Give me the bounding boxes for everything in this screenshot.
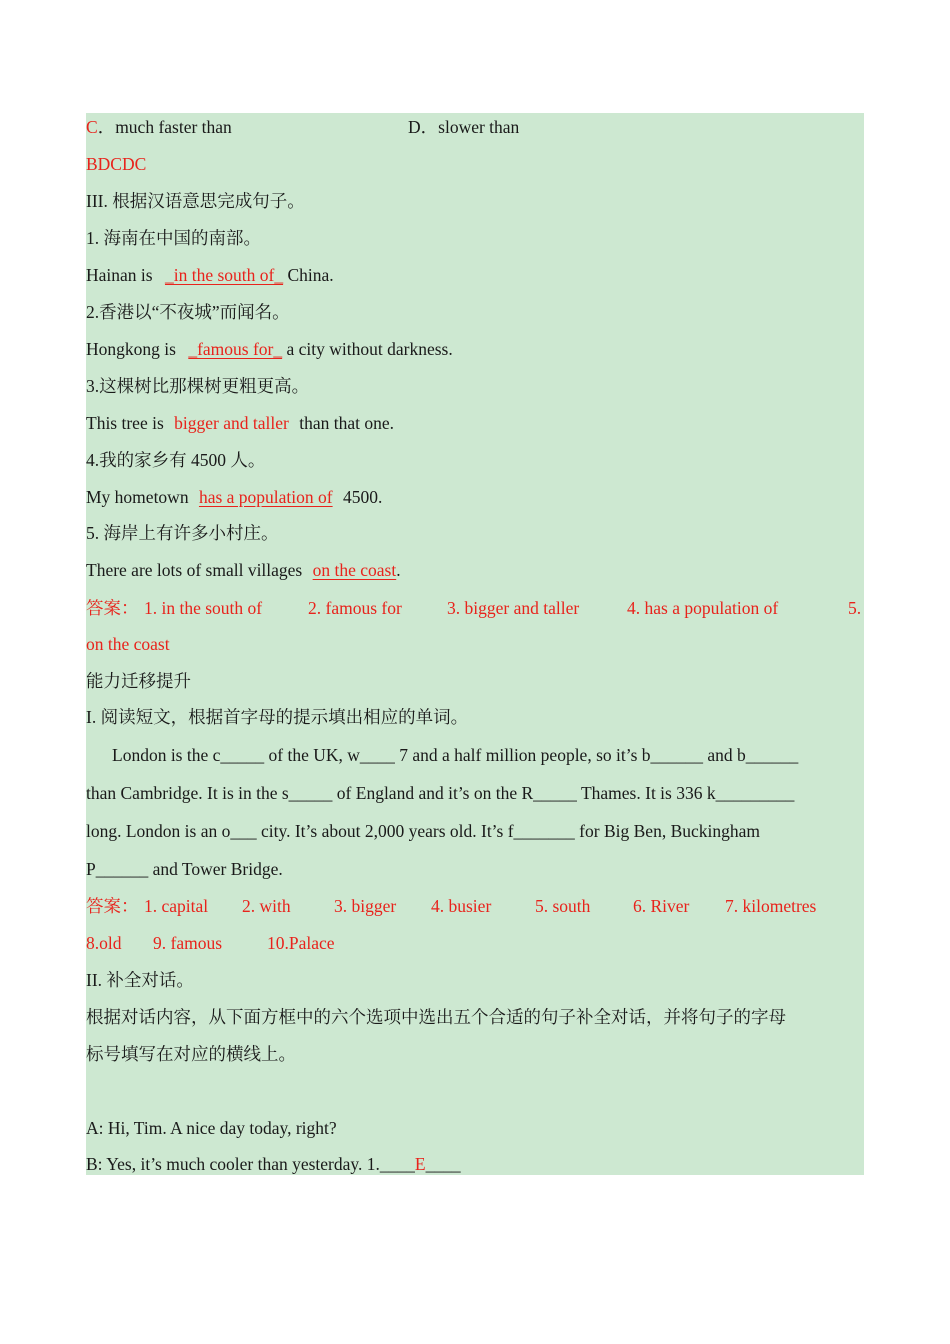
dialog-b-text: B: Yes, it’s much cooler than yesterday. 1.____ bbox=[86, 1154, 415, 1174]
answer-item-5: 5. bbox=[848, 598, 862, 618]
section-iii-title: III. 根据汉语意思完成句子。 bbox=[86, 191, 305, 211]
section-ii-title: II. 补全对话。 bbox=[86, 970, 194, 990]
answer-item-4: 4. has a population of bbox=[627, 598, 779, 618]
item-2-suffix: a city without darkness. bbox=[282, 339, 453, 359]
answer-word-10: 10.Palace bbox=[267, 933, 335, 953]
option-c-text: much faster than bbox=[115, 117, 232, 137]
dialog-b-tail: ____ bbox=[425, 1154, 461, 1174]
item-5-english bbox=[86, 558, 864, 582]
passage-line-2: than Cambridge. It is in the s_____ of England and it’s on the R_____ Thames. It is 336 k_________ bbox=[86, 783, 795, 803]
answer-word-3: 3. bigger bbox=[334, 896, 397, 916]
answer-word-8: 8.old bbox=[86, 933, 122, 953]
item-2-prefix: Hongkong is bbox=[86, 339, 181, 359]
section-i-title: I. 阅读短文，根据首字母的提示填出相应的单词。 bbox=[86, 707, 469, 727]
section-iii-answer-tail: on the coast bbox=[86, 634, 170, 654]
mc-answer-key: BDCDC bbox=[86, 154, 147, 174]
answer-word-9: 9. famous bbox=[153, 933, 223, 953]
answer-word-7: 7. kilometres bbox=[725, 896, 817, 916]
answer-label: 答案： bbox=[86, 896, 139, 916]
item-2-answer: _famous for_ bbox=[188, 339, 283, 359]
item-5-answer: on the coast bbox=[312, 560, 397, 580]
item-1-chinese: 1. 海南在中国的南部。 bbox=[86, 228, 261, 248]
option-d-letter: D bbox=[408, 117, 421, 137]
item-2-chinese: 2.香港以“不夜城”而闻名。 bbox=[86, 302, 290, 322]
item-4-prefix: My hometown bbox=[86, 487, 193, 507]
item-3-suffix: than that one. bbox=[294, 413, 394, 433]
answer-item-2: 2. famous for bbox=[308, 598, 402, 618]
answer-item-3: 3. bigger and taller bbox=[447, 598, 580, 618]
answer-item-1: 1. in the south of bbox=[144, 598, 263, 618]
section-ii-instruction-1: 根据对话内容，从下面方框中的六个选项中选出五个合适的句子补全对话，并将句子的字母 bbox=[86, 1007, 786, 1027]
item-3-chinese: 3.这棵树比那棵树更粗更高。 bbox=[86, 376, 310, 396]
item-4-answer: has a population of bbox=[198, 487, 333, 507]
item-3-english bbox=[86, 411, 864, 435]
passage-line-3: long. London is an o___ city. It’s about 2,000 years old. It’s f_______ for Big Ben, Buckingham bbox=[86, 821, 760, 841]
item-4-english bbox=[86, 485, 864, 509]
answer-label: 答案： bbox=[86, 598, 139, 618]
passage-line-4: P______ and Tower Bridge. bbox=[86, 859, 283, 879]
item-3-prefix: This tree is bbox=[86, 413, 169, 433]
item-5-suffix: . bbox=[396, 560, 401, 580]
answer-word-5: 5. south bbox=[535, 896, 591, 916]
item-1-suffix: China. bbox=[283, 265, 334, 285]
dialog-line-a: A: Hi, Tim. A nice day today, right? bbox=[86, 1118, 337, 1138]
item-1-answer: _in the south of_ bbox=[164, 265, 284, 285]
item-4-suffix: 4500. bbox=[338, 487, 383, 507]
answer-word-6: 6. River bbox=[633, 896, 690, 916]
dialog-b-answer: E bbox=[414, 1154, 426, 1174]
answer-word-2: 2. with bbox=[242, 896, 291, 916]
passage-line-1: London is the c_____ of the UK, w____ 7 and a half million people, so it’s b______ and b______ bbox=[112, 745, 799, 765]
answer-word-4: 4. busier bbox=[431, 896, 492, 916]
item-1-english bbox=[86, 263, 864, 287]
dialog-line-b bbox=[86, 1152, 864, 1176]
option-d-text: slower than bbox=[438, 117, 520, 137]
item-4-chinese: 4.我的家乡有 4500 人。 bbox=[86, 450, 266, 470]
answer-word-1: 1. capital bbox=[144, 896, 209, 916]
item-5-chinese: 5. 海岸上有许多小村庄。 bbox=[86, 523, 279, 543]
item-3-answer: bigger and taller bbox=[174, 413, 289, 433]
item-1-prefix: Hainan is bbox=[86, 265, 157, 285]
mc-options-row: C．much faster than D．slower than bbox=[86, 117, 520, 137]
ability-heading: 能力迁移提升 bbox=[86, 671, 191, 691]
item-2-english bbox=[86, 337, 864, 361]
section-ii-instruction-2: 标号填写在对应的横线上。 bbox=[86, 1044, 296, 1064]
option-c-letter: C bbox=[86, 117, 98, 137]
item-5-prefix: There are lots of small villages bbox=[86, 560, 307, 580]
